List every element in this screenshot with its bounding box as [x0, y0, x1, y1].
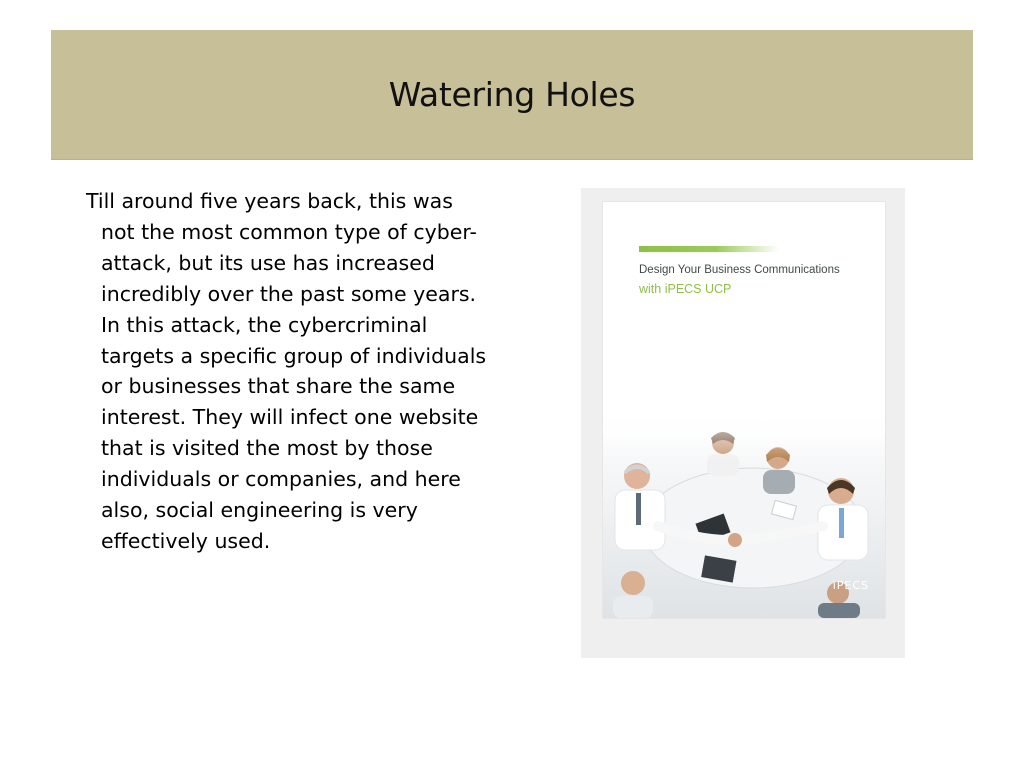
brand-logo: iPECS — [832, 579, 869, 592]
body-text: Till around five years back, this was not the most common type of cyber-attack, but its use has increased incredibly over the past some years. In this attack, the cybercriminal targets a specific group of individuals or businesses that share the same interest. They will infect one website that is visited the most by those individuals or companies, and here also, social engineering is very effectively used. — [86, 189, 487, 553]
green-accent-line — [639, 246, 779, 252]
brochure-heading-line2: with iPECS UCP — [639, 282, 732, 296]
brochure-heading-line1: Design Your Business Communications — [639, 264, 840, 276]
slide-title: Watering Holes — [388, 75, 636, 114]
brochure-cover-image — [603, 202, 885, 618]
title-bar — [51, 30, 973, 160]
